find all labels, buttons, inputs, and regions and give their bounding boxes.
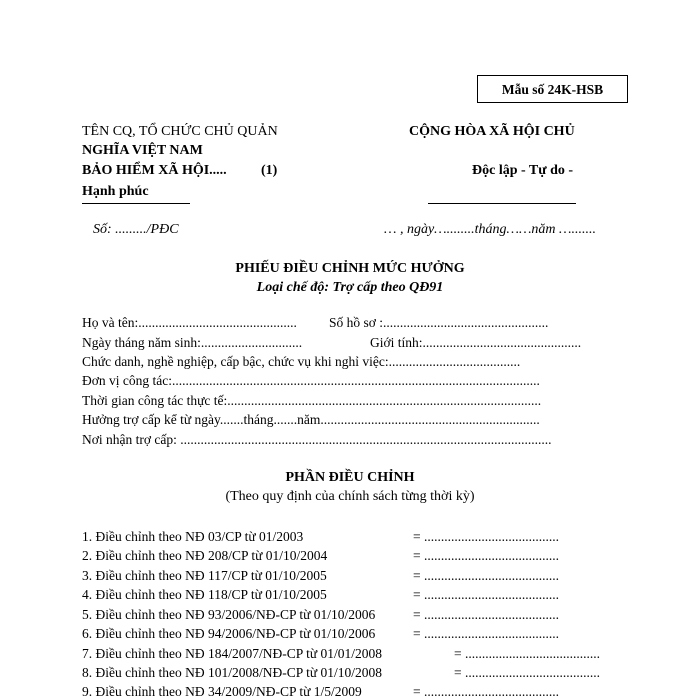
adjustment-value[interactable]: = ........................................ (454, 646, 600, 661)
field-date-of-birth[interactable]: Ngày tháng năm sinh:.............................. (82, 335, 303, 350)
document-subtitle: Loại chế độ: Trợ cấp theo QĐ91 (256, 280, 444, 295)
national-motto: Độc lập - Tự do - (472, 163, 574, 178)
section-title: PHẦN ĐIỀU CHỈNH (285, 470, 415, 485)
field-full-name[interactable]: Họ và tên:............................................... (82, 315, 297, 330)
adjustment-value[interactable]: = ........................................ (413, 587, 559, 602)
field-work-time[interactable]: Thời gian công tác thực tế:............................................................................................. (82, 393, 542, 408)
adjustment-value[interactable]: = ........................................ (413, 684, 559, 699)
section-subtitle: (Theo quy định của chính sách từng thời kỳ) (225, 489, 475, 504)
adjustment-value[interactable]: = ........................................ (413, 529, 559, 544)
document-number: Số: ........./PĐC (93, 222, 179, 237)
form-code: Mẫu số 24K-HSB (501, 82, 604, 97)
header-line-nghia-viet-nam: NGHĨA VIỆT NAM (82, 143, 203, 158)
header-line-hanh-phuc: Hạnh phúc (82, 184, 149, 199)
adjustment-label: 8. Điều chỉnh theo NĐ 101/2008/NĐ-CP từ 01/10/2008 (82, 665, 383, 680)
field-allowance-start[interactable]: Hưởng trợ cấp kể từ ngày.......tháng.......năm................................................................. (82, 412, 540, 427)
social-insurance-name: BẢO HIỂM XÃ HỘI..... (82, 163, 227, 178)
agency-parent-name: TÊN CQ, TỔ CHỨC CHỦ QUẢN (82, 124, 278, 139)
adjustment-label: 1. Điều chỉnh theo NĐ 03/CP từ 01/2003 (82, 529, 304, 544)
adjustment-label: 9. Điều chỉnh theo NĐ 34/2009/NĐ-CP từ 1/5/2009 (82, 684, 362, 699)
adjustment-label: 6. Điều chỉnh theo NĐ 94/2006/NĐ-CP từ 01/10/2006 (82, 626, 376, 641)
adjustment-label: 4. Điều chỉnh theo NĐ 118/CP từ 01/10/2005 (82, 587, 327, 602)
adjustment-value[interactable]: = ........................................ (413, 607, 559, 622)
adjustment-value[interactable]: = ........................................ (413, 548, 559, 563)
adjustment-value[interactable]: = ........................................ (413, 568, 559, 583)
adjustment-label: 7. Điều chỉnh theo NĐ 184/2007/NĐ-CP từ 01/01/2008 (82, 646, 383, 661)
field-workplace[interactable]: Đơn vị công tác:............................................................................................................. (82, 373, 540, 388)
adjustment-value[interactable]: = ........................................ (454, 665, 600, 680)
adjustment-label: 2. Điều chỉnh theo NĐ 208/CP từ 01/10/2004 (82, 548, 328, 563)
note-marker-1: (1) (261, 163, 278, 178)
form-code-box (477, 75, 628, 103)
field-receive-place[interactable]: Nơi nhận trợ cấp: .............................................................................................................. (82, 432, 552, 447)
document-title: PHIẾU ĐIỀU CHỈNH MỨC HƯỞNG (235, 261, 465, 276)
national-title: CỘNG HÒA XÃ HỘI CHỦ (409, 124, 575, 139)
header-left-underline (82, 203, 190, 204)
adjustment-label: 3. Điều chỉnh theo NĐ 117/CP từ 01/10/2005 (82, 568, 327, 583)
adjustment-label: 5. Điều chỉnh theo NĐ 93/2006/NĐ-CP từ 01/10/2006 (82, 607, 376, 622)
header-right-underline (428, 203, 576, 204)
field-record-number[interactable]: Số hồ sơ :................................................. (329, 315, 549, 330)
document-date: … , ngày…........tháng……năm …....... (384, 222, 596, 237)
field-gender[interactable]: Giới tính:............................................... (370, 335, 582, 350)
field-position[interactable]: Chức danh, nghề nghiệp, cấp bậc, chức vụ khi nghỉ việc:....................................... (82, 354, 521, 369)
adjustment-value[interactable]: = ........................................ (413, 626, 559, 641)
